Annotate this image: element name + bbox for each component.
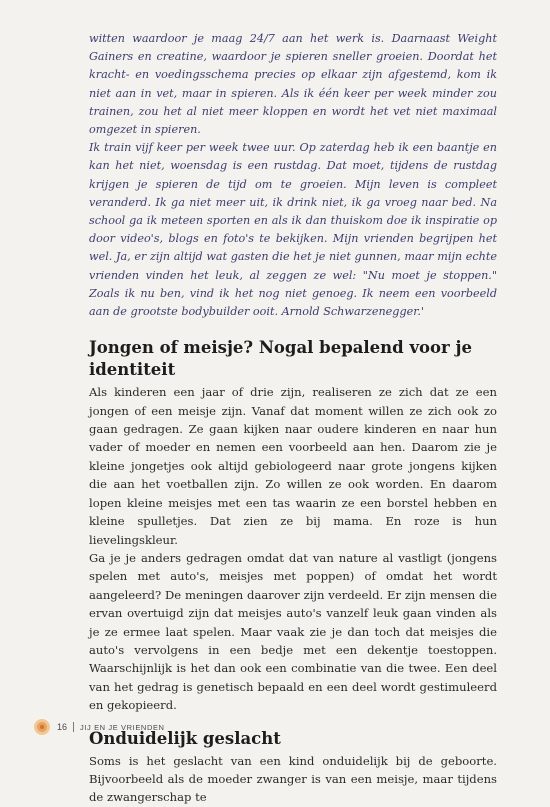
- quote-paragraph: witten waardoor je maag 24/7 aan het werk is. Daarnaast Weight Gainers en creatine, waardoor je spieren sneller groeien. Doordat het kracht- en voedingsschema precies op elkaar zijn afgestemd, kom ik niet aan in vet, maar in spieren. Als ik één keer per week minder zou trainen, zou het al niet meer kloppen en wordt het vet niet maximaal omgezet in spieren.: [89, 32, 497, 137]
- section-identity: [89, 337, 497, 714]
- body-paragraph: Soms is het geslacht van een kind onduidelijk bij de geboorte. Bijvoorbeeld als de moeder zwanger is van een meisje, maar tijdens de zwangerschap te: [89, 753, 497, 805]
- quote-block: [89, 30, 497, 321]
- section-heading: Onduidelijk geslacht: [89, 728, 281, 748]
- section-body: [89, 752, 497, 807]
- footer-divider: [73, 722, 74, 732]
- page-number: 16: [57, 722, 68, 732]
- section-unclear-sex: [89, 728, 497, 807]
- body-paragraph: Als kinderen een jaar of drie zijn, realiseren ze zich dat ze een jongen of een meisje zijn. Vanaf dat moment willen ze zich ook zo gaan gedragen. Ze gaan kijken naar oudere kinderen en naar hun vader of moeder en nemen een voorbeeld aan hen. Daarom zie je kleine jongetjes ook altijd gebiologeerd naar grote jongens kijken die aan het voetballen zijn. Zo willen ze ook worden. En daarom lopen kleine meisjes met een tas waarin ze een borstel hebben en kleine spulletjes. Dat zien ze bij mama. En roze is hun lievelingskleur.: [89, 385, 497, 547]
- page-footer: [33, 719, 233, 735]
- running-head: JIJ EN JE VRIENDEN: [80, 722, 165, 732]
- body-paragraph: Ga je je anders gedragen omdat dat van nature al vastligt (jongens spelen met auto's, meisjes met poppen) of omdat het wordt aangeleerd? De meningen daarover zijn verdeeld. Er zijn mensen die ervan overtuigd zijn dat meisjes auto's vanzelf leuk gaan vinden als je ze ermee laat spelen. Maar vaak zie je dan toch dat meisjes die auto's vervolgens in een bedje met een dekentje toestoppen. Waarschijnlijk is het dan ook een combinatie van die twee. Een deel van het gedrag is genetisch bepaald en een deel wordt gestimuleerd en gekopieerd.: [89, 550, 497, 713]
- section-body: [89, 383, 497, 714]
- page-content: [89, 30, 497, 807]
- quote-paragraph: Ik train vijf keer per week twee uur. Op zaterdag heb ik een baantje en kan het niet, woensdag is een rustdag. Dat moet, tijdens de rustdag krijgen je spieren de tijd om te groeien. Mijn leven is compleet veranderd. Ik ga niet meer uit, ik drink niet, ik ga vroeg naar bed. Na school ga ik meteen sporten en als ik dan thuiskom doe ik inspiratie op door video's, blogs en foto's te bekijken. Mijn vrienden begrijpen het wel. Ja, er zijn altijd wat gasten die het je niet gunnen, maar mijn echte vrienden vinden het leuk, al zeggen ze wel: "Nu moet je stoppen." Zoals ik nu ben, vind ik het nog niet genoeg. Ik neem een voorbeeld aan de grootste bodybuilder ooit. Arnold Schwarzenegger.': [89, 141, 497, 319]
- section-heading: Jongen of meisje? Nogal bepalend voor je identiteit: [89, 338, 472, 380]
- bol-logo-icon: [33, 718, 51, 736]
